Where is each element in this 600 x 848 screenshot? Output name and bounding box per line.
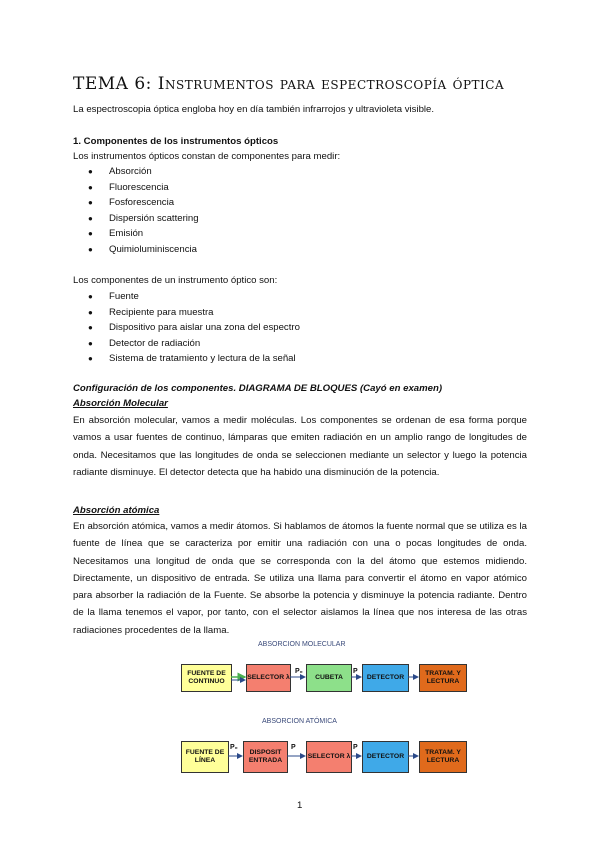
- box-tratamiento: TRATAM. Y LECTURA: [419, 664, 467, 692]
- diagram-atomic-title: ABSORCION ATÓMICA: [262, 718, 337, 725]
- molecular-heading: Absorción Molecular: [73, 398, 168, 409]
- section1-lead: Los instrumentos ópticos constan de componentes para medir:: [73, 151, 341, 162]
- atomic-heading: Absorción atómica: [73, 505, 160, 516]
- molecular-paragraph: En absorción molecular, vamos a medir moléculas. Los componentes se ordenan de esa forma porque vamos a usar fuentes de continuo, lámparas que emiten radiación en un amplio rango de longitudes de onda. Necesitamos que las longitudes de onda se seleccionen mediante un selector y luego la potencia radiante disminuye. El detector detecta que ha habido una disminución de la potencia.: [73, 415, 527, 478]
- box-disposit-entrada: DISPOSIT ENTRADA: [243, 741, 288, 773]
- diagram-molecular-title: ABSORCION MOLECULAR: [258, 641, 346, 648]
- list-item: ● Detector de radiación: [88, 338, 300, 354]
- section1-lead2: Los componentes de un instrumento óptico son:: [73, 275, 278, 286]
- list-item: ● Fluorescencia: [88, 182, 199, 198]
- list-item: ● Dispositivo para aislar una zona del espectro: [88, 322, 300, 338]
- label-p-atomic-2: P: [353, 744, 358, 751]
- list-item: ● Emisión: [88, 228, 199, 244]
- page-title: TEMA 6: Instrumentos para espectroscopía óptica: [73, 74, 505, 94]
- box-selector: SELECTOR λ: [246, 664, 291, 692]
- atomic-paragraph: En absorción atómica, vamos a medir átomos. Si hablamos de átomos la fuente normal que se utiliza es la fuente de línea que se caracteriza por emitir una radiación con una o pocas longitudes de onda. Necesitamos una longitud de onda que se corresponda con la del átomo que estemos midiendo. Directamente, un dispositivo de entrada. Se utiliza una llama para convertir el átomo en vapor atómico para absorber la radiación de la Fuente. Se absorbe la potencia y disminuye la potencia radiante. Dentro de la llama tenemos el vapor, por tanto, con el selector aislamos la línea que nos interesa de las otras radiaciones procedentes de la llama.: [73, 521, 527, 636]
- box-tratamiento-atomic: TRATAM. Y LECTURA: [419, 741, 467, 773]
- label-p0-atomic: P₀: [230, 744, 238, 751]
- box-selector-atomic: SELECTOR λ: [306, 741, 352, 773]
- box-fuente-linea: FUENTE DE LÍNEA: [181, 741, 229, 773]
- list-item: ● Absorción: [88, 166, 199, 182]
- box-cubeta: CUBETA: [306, 664, 352, 692]
- list-item: ● Fosforescencia: [88, 197, 199, 213]
- label-p0: P₀: [295, 668, 303, 675]
- label-p: P: [353, 668, 358, 675]
- box-detector: DETECTOR: [362, 664, 409, 692]
- box-fuente-continuo: FUENTE DE CONTINUO: [181, 664, 232, 692]
- intro-text: La espectroscopia óptica engloba hoy en día también infrarrojos y ultravioleta visible.: [73, 104, 435, 115]
- box-detector-atomic: DETECTOR: [362, 741, 409, 773]
- page-number: 1: [297, 800, 303, 811]
- label-p-atomic-1: P: [291, 744, 296, 751]
- list-item: ● Quimioluminiscencia: [88, 244, 199, 260]
- section1-heading: 1. Componentes de los instrumentos ópticos: [73, 136, 279, 147]
- list-item: ● Fuente: [88, 291, 300, 307]
- list-item: ● Sistema de tratamiento y lectura de la señal: [88, 353, 300, 369]
- list-item: ● Dispersión scattering: [88, 213, 199, 229]
- list-item: ● Recipiente para muestra: [88, 307, 300, 323]
- config-heading: Configuración de los componentes. DIAGRAMA DE BLOQUES (Cayó en examen): [73, 383, 443, 394]
